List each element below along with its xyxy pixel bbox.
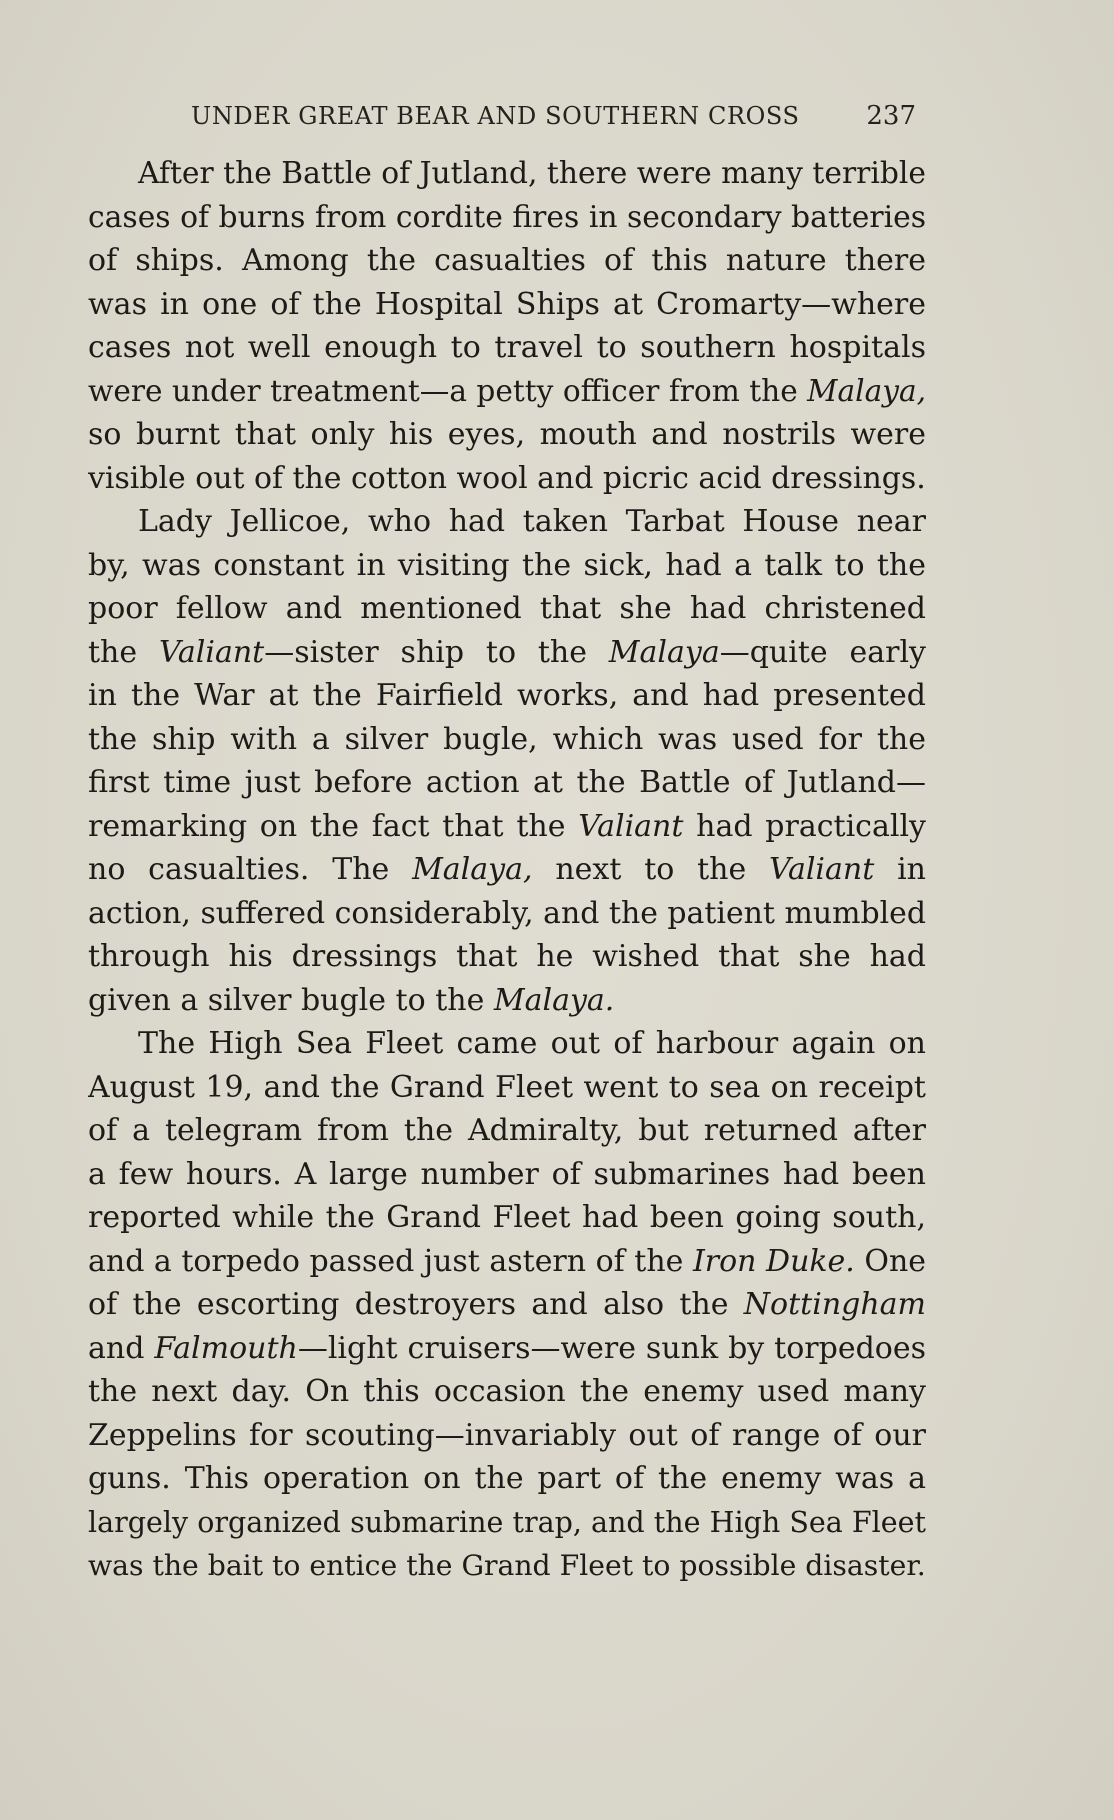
paragraph [88, 152, 926, 500]
text-line [88, 935, 926, 979]
text-run: first time just before action at the Battle of Jutland— [88, 765, 926, 800]
text-line [88, 892, 926, 936]
text-line [88, 457, 926, 501]
text-line [88, 544, 926, 588]
text-run: a few hours. A large number of submarines had been [88, 1156, 926, 1192]
text-line [88, 1327, 926, 1371]
italic-text: Malaya, [412, 852, 533, 887]
body-text [88, 152, 926, 1588]
text-line [88, 1109, 926, 1153]
text-run: Lady Jellicoe, who had taken Tarbat House near [138, 504, 926, 539]
text-line [88, 413, 926, 457]
text-run: poor fellow and mentioned that she had christened [88, 591, 926, 626]
italic-text: Valiant [578, 808, 684, 844]
text-line [88, 718, 926, 762]
text-line [88, 370, 926, 414]
text-run: through his dressings that he wished that she had [88, 939, 926, 974]
text-run: —sister ship to the [264, 634, 609, 670]
text-run: was the bait to entice the Grand Fleet to possible disaster. [88, 1549, 926, 1582]
italic-text: Valiant [158, 634, 265, 670]
text-line [88, 1066, 926, 1110]
text-run: were under treatment—a petty officer from the [88, 373, 808, 408]
text-line [88, 500, 926, 544]
italic-text: Malaya [608, 634, 720, 670]
text-line [88, 326, 926, 370]
text-run: After the Battle of Jutland, there were many terrible [138, 156, 926, 191]
running-head [88, 96, 926, 136]
text-run: in [874, 852, 926, 887]
text-run: largely organized submarine trap, and the High Sea Fleet [88, 1505, 926, 1539]
text-run: The High Sea Fleet came out of harbour again on [138, 1026, 926, 1061]
text-run: Zeppelins for scouting—invariably out of range of our [88, 1417, 926, 1453]
italic-text: Nottingham [743, 1287, 926, 1322]
text-run: was in one of the Hospital Ships at Cromarty—where [88, 286, 926, 322]
text-line [88, 631, 926, 675]
text-line [88, 1283, 926, 1327]
text-run: by, was constant in visiting the sick, had a talk to the [88, 547, 926, 583]
text-run: given a silver bugle to the [88, 982, 494, 1018]
text-line [88, 1544, 926, 1588]
book-page [88, 0, 926, 1820]
paragraph [88, 1022, 926, 1588]
text-line [88, 848, 926, 892]
italic-text: Malaya, [807, 373, 926, 408]
italic-text: Iron Duke. [692, 1243, 855, 1279]
text-run: and a torpedo passed just astern of the [88, 1243, 693, 1279]
text-run: visible out of the cotton wool and picric acid dressings. [88, 460, 926, 496]
text-run: August 19, and the Grand Fleet went to sea on receipt [88, 1069, 926, 1105]
text-line [88, 1370, 926, 1414]
text-run: in the War at the Fairfield works, and had presented [88, 678, 926, 713]
text-run: action, suffered considerably, and the patient mumbled [88, 895, 926, 931]
page-number: 237 [866, 101, 916, 131]
text-run: cases not well enough to travel to southern hospitals [88, 330, 926, 365]
paragraph [88, 500, 926, 1022]
text-run: —light cruisers—were sunk by torpedoes [297, 1330, 926, 1366]
text-line [88, 283, 926, 327]
text-line [88, 1153, 926, 1197]
text-run: remarking on the fact that the [88, 808, 579, 844]
italic-text: Falmouth [154, 1330, 298, 1366]
text-line [88, 239, 926, 283]
text-line [88, 587, 926, 631]
text-line [88, 1196, 926, 1240]
text-line [88, 1022, 926, 1066]
text-run: One [854, 1243, 926, 1279]
text-line [88, 805, 926, 849]
text-line [88, 152, 926, 196]
text-line [88, 1414, 926, 1458]
text-run: so burnt that only his eyes, mouth and nostrils were [88, 417, 926, 452]
text-run: —quite early [719, 634, 926, 670]
text-line [88, 1240, 926, 1284]
running-title: UNDER GREAT BEAR AND SOUTHERN CROSS [191, 102, 800, 130]
text-line [88, 1501, 926, 1545]
text-line [88, 674, 926, 718]
text-line [88, 1457, 926, 1501]
text-run: of a telegram from the Admiralty, but returned after [88, 1113, 926, 1148]
text-run: reported while the Grand Fleet had been going south, [88, 1200, 926, 1235]
text-run: of the escorting destroyers and also the [88, 1287, 744, 1322]
text-run: and [88, 1330, 155, 1366]
text-run: had practically [683, 808, 926, 844]
text-run: the [88, 634, 159, 670]
text-line [88, 196, 926, 240]
text-run: the ship with a silver bugle, which was used for the [88, 721, 926, 757]
text-run: next to the [532, 852, 770, 887]
text-run: of ships. Among the casualties of this nature there [88, 243, 926, 278]
italic-text: Malaya. [493, 982, 615, 1018]
text-run: cases of burns from cordite fires in secondary batteries [88, 199, 926, 235]
text-run: guns. This operation on the part of the enemy was a [88, 1461, 926, 1496]
text-run: no casualties. The [88, 852, 413, 887]
italic-text: Valiant [769, 852, 875, 887]
text-run: the next day. On this occasion the enemy used many [88, 1374, 926, 1409]
text-line [88, 761, 926, 805]
text-line [88, 979, 926, 1023]
